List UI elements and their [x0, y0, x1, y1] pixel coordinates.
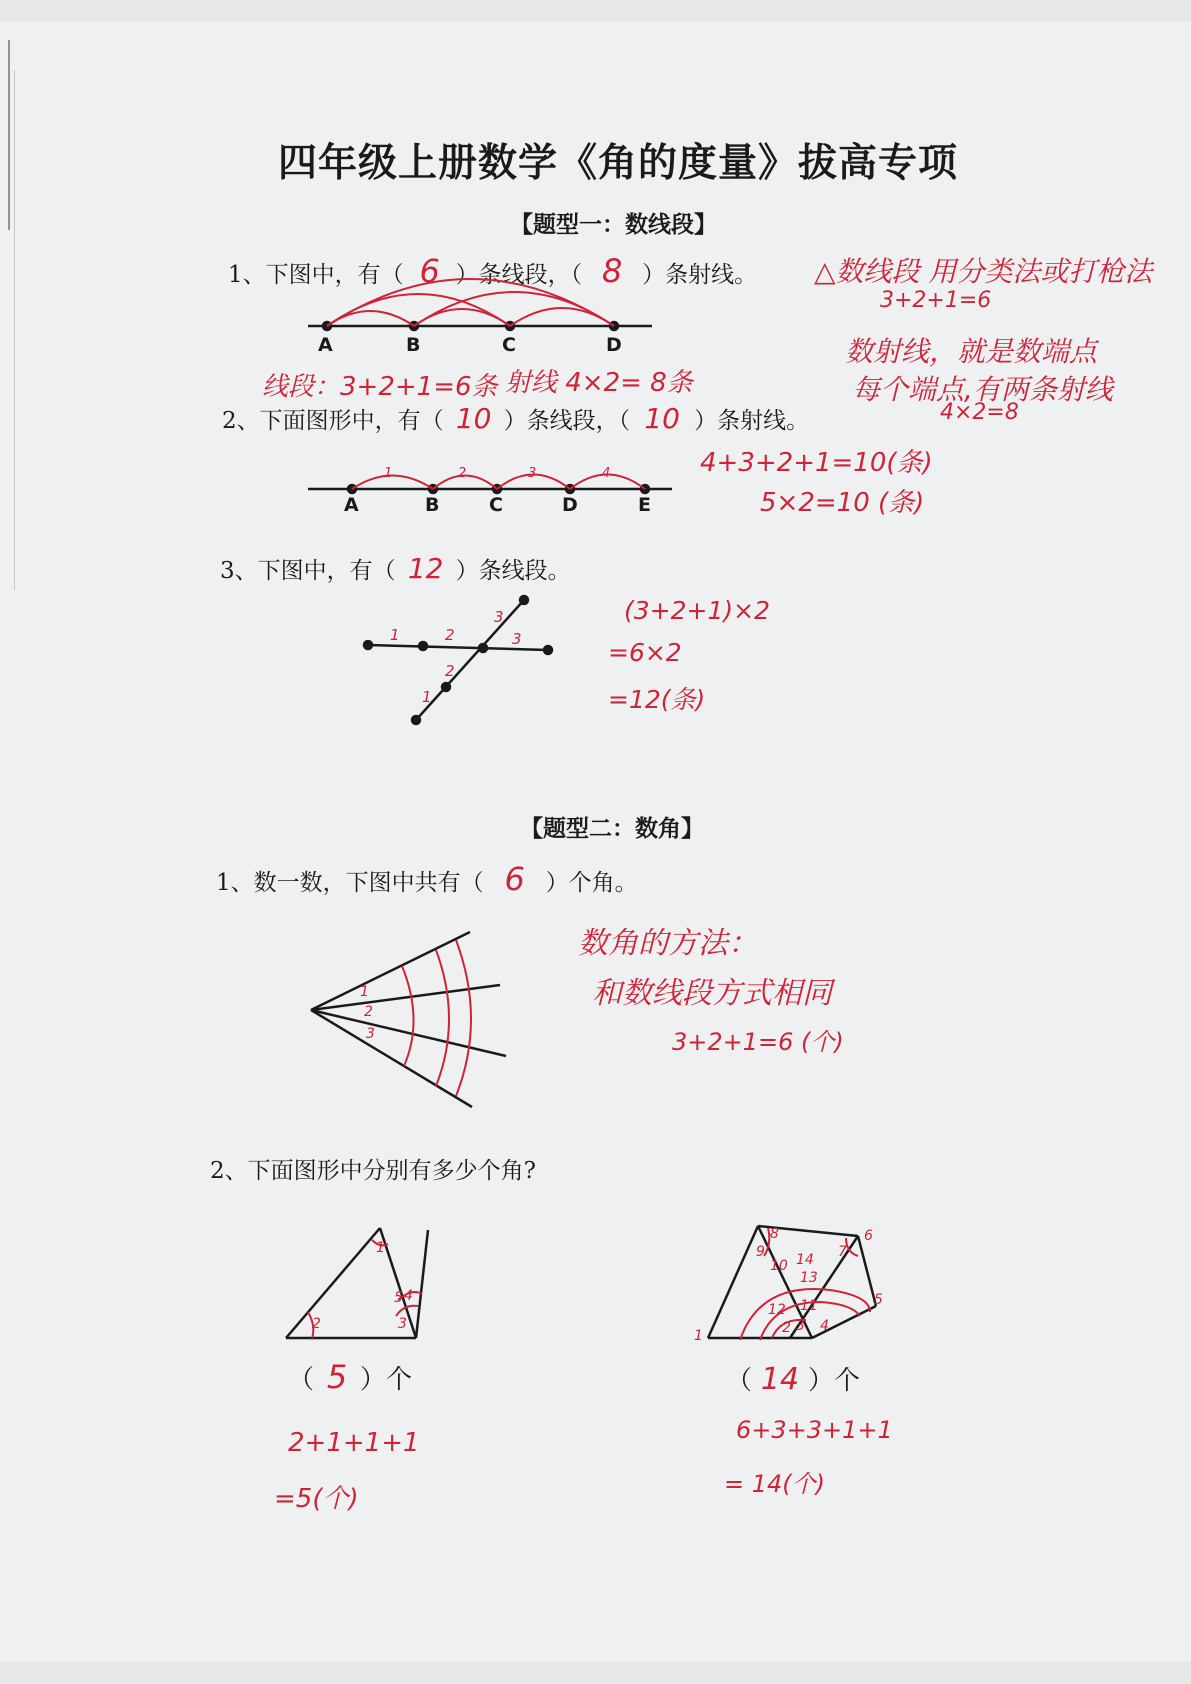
pent-label-7: 7	[838, 1244, 847, 1260]
answer-segments: 10	[455, 402, 492, 435]
seg-label-h2: 2	[445, 626, 455, 644]
note-q2-rays: 5×2=10 (条)	[760, 488, 925, 518]
point-label-c: C	[502, 334, 516, 356]
page-title: 四年级上册数学《角的度量》拔高专项	[278, 141, 959, 186]
fig2-answer	[726, 1360, 860, 1397]
point-label-a: A	[344, 494, 359, 516]
note-angle-same: 和数线段方式相同	[592, 976, 832, 1011]
answer-segments: 6	[419, 252, 440, 290]
pent-label-14: 14	[796, 1252, 814, 1268]
pent-label-13: 13	[800, 1270, 818, 1286]
pent-label-10: 10	[770, 1258, 788, 1274]
arc-label-2: 2	[458, 466, 467, 481]
edge	[708, 1226, 758, 1338]
seg-label-h3: 3	[512, 630, 522, 648]
question-text: ）条线段，（	[503, 408, 631, 434]
fig1-work-2: =5(个)	[274, 1484, 359, 1514]
tri-label-4: 4	[404, 1288, 413, 1304]
angle-label-3: 3	[366, 1026, 375, 1042]
point-label-a: A	[318, 334, 333, 356]
note-angle-method: 数角的方法：	[578, 926, 758, 961]
pent-label-5: 5	[874, 1292, 883, 1308]
answer-angles-fig2: 14	[760, 1362, 800, 1397]
fig1-work-1: 2+1+1+1	[288, 1428, 420, 1458]
fig2-work-2: = 14(个)	[724, 1470, 826, 1498]
work-line-2: =6×2	[608, 638, 682, 667]
question-text: ）个角。	[545, 870, 638, 896]
paren-open: （	[288, 1365, 315, 1395]
seg-label-d1: 1	[422, 688, 432, 706]
paren-open: （	[726, 1366, 753, 1396]
section-heading-2: 【题型二：数角】	[520, 816, 704, 842]
pent-label-9: 9	[756, 1244, 765, 1260]
question-text: 1、下图中，有（	[228, 262, 404, 288]
pent-label-8: 8	[770, 1226, 779, 1242]
note-method: △数线段 用分类法或打枪法	[814, 255, 1153, 288]
question-text: ）条线段，（	[455, 262, 583, 288]
point-label-d: D	[606, 334, 622, 356]
pent-label-4: 4	[820, 1318, 829, 1334]
point-label-d: D	[562, 494, 578, 516]
question-text: ）条射线。	[642, 262, 758, 288]
point-label-b: B	[406, 334, 421, 356]
answer-rays: 8	[601, 252, 623, 290]
note-segments: 线段：3+2+1=6条	[262, 372, 498, 402]
answer-segments: 12	[407, 552, 444, 585]
point-label-c: C	[489, 494, 503, 516]
arc-label-1: 1	[384, 466, 393, 481]
point-label-b: B	[425, 494, 440, 516]
angle-label-2: 2	[364, 1004, 373, 1020]
section-heading-1: 【题型一：数线段】	[510, 212, 717, 238]
note-rays-2: 每个端点,有两条射线	[852, 373, 1113, 406]
seg-label-h1: 1	[390, 626, 400, 644]
tri-label-3: 3	[398, 1316, 407, 1332]
arc-label-4: 4	[602, 466, 611, 481]
tri-label-5: 5	[394, 1290, 403, 1306]
unit-ge: ）个	[360, 1365, 413, 1395]
question-text: 2、下面图形中，有（	[222, 408, 444, 434]
question-text: ）条射线。	[694, 408, 810, 434]
note-rays-count: 射线 4×2= 8条	[505, 368, 693, 398]
note-angle-calc: 3+2+1=6 (个)	[672, 1028, 844, 1056]
answer-angles-fig1: 5	[326, 1358, 348, 1396]
angle-label-1: 1	[360, 984, 369, 1000]
seg-label-d3: 3	[494, 608, 504, 626]
work-line-1: (3+2+1)×2	[624, 596, 770, 625]
seg-label-d2: 2	[445, 662, 455, 680]
question-text: ）条线段。	[455, 558, 571, 584]
answer-rays: 10	[644, 402, 680, 435]
arc-label-3: 3	[528, 466, 537, 481]
note-calc: 3+2+1=6	[880, 288, 992, 313]
tri-label-1: 1	[376, 1240, 385, 1256]
fig2-work-1: 6+3+3+1+1	[736, 1416, 893, 1444]
pent-label-6: 6	[864, 1228, 873, 1244]
question-text: 1、数一数，下图中共有（	[216, 870, 484, 896]
note-rays: 数射线，就是数端点	[845, 335, 1098, 368]
pent-label-12: 12	[768, 1302, 786, 1318]
pent-label-1: 1	[694, 1328, 703, 1344]
note-rays-calc: 4×2=8	[940, 400, 1019, 425]
pent-label-2: 2	[782, 1320, 791, 1336]
question-text: 3、下图中，有（	[220, 558, 396, 584]
note-q2-segments: 4+3+2+1=10(条)	[700, 448, 933, 478]
pent-label-11: 11	[800, 1298, 818, 1314]
tri-label-2: 2	[312, 1316, 321, 1332]
pent-label-3: 3	[796, 1318, 805, 1334]
question-2-2: 2、下面图形中分别有多少个角?	[210, 1158, 536, 1184]
unit-ge: ）个	[808, 1366, 861, 1396]
point-label-e: E	[638, 494, 651, 516]
work-line-3: =12(条)	[608, 685, 706, 714]
answer-angles: 6	[504, 860, 525, 898]
